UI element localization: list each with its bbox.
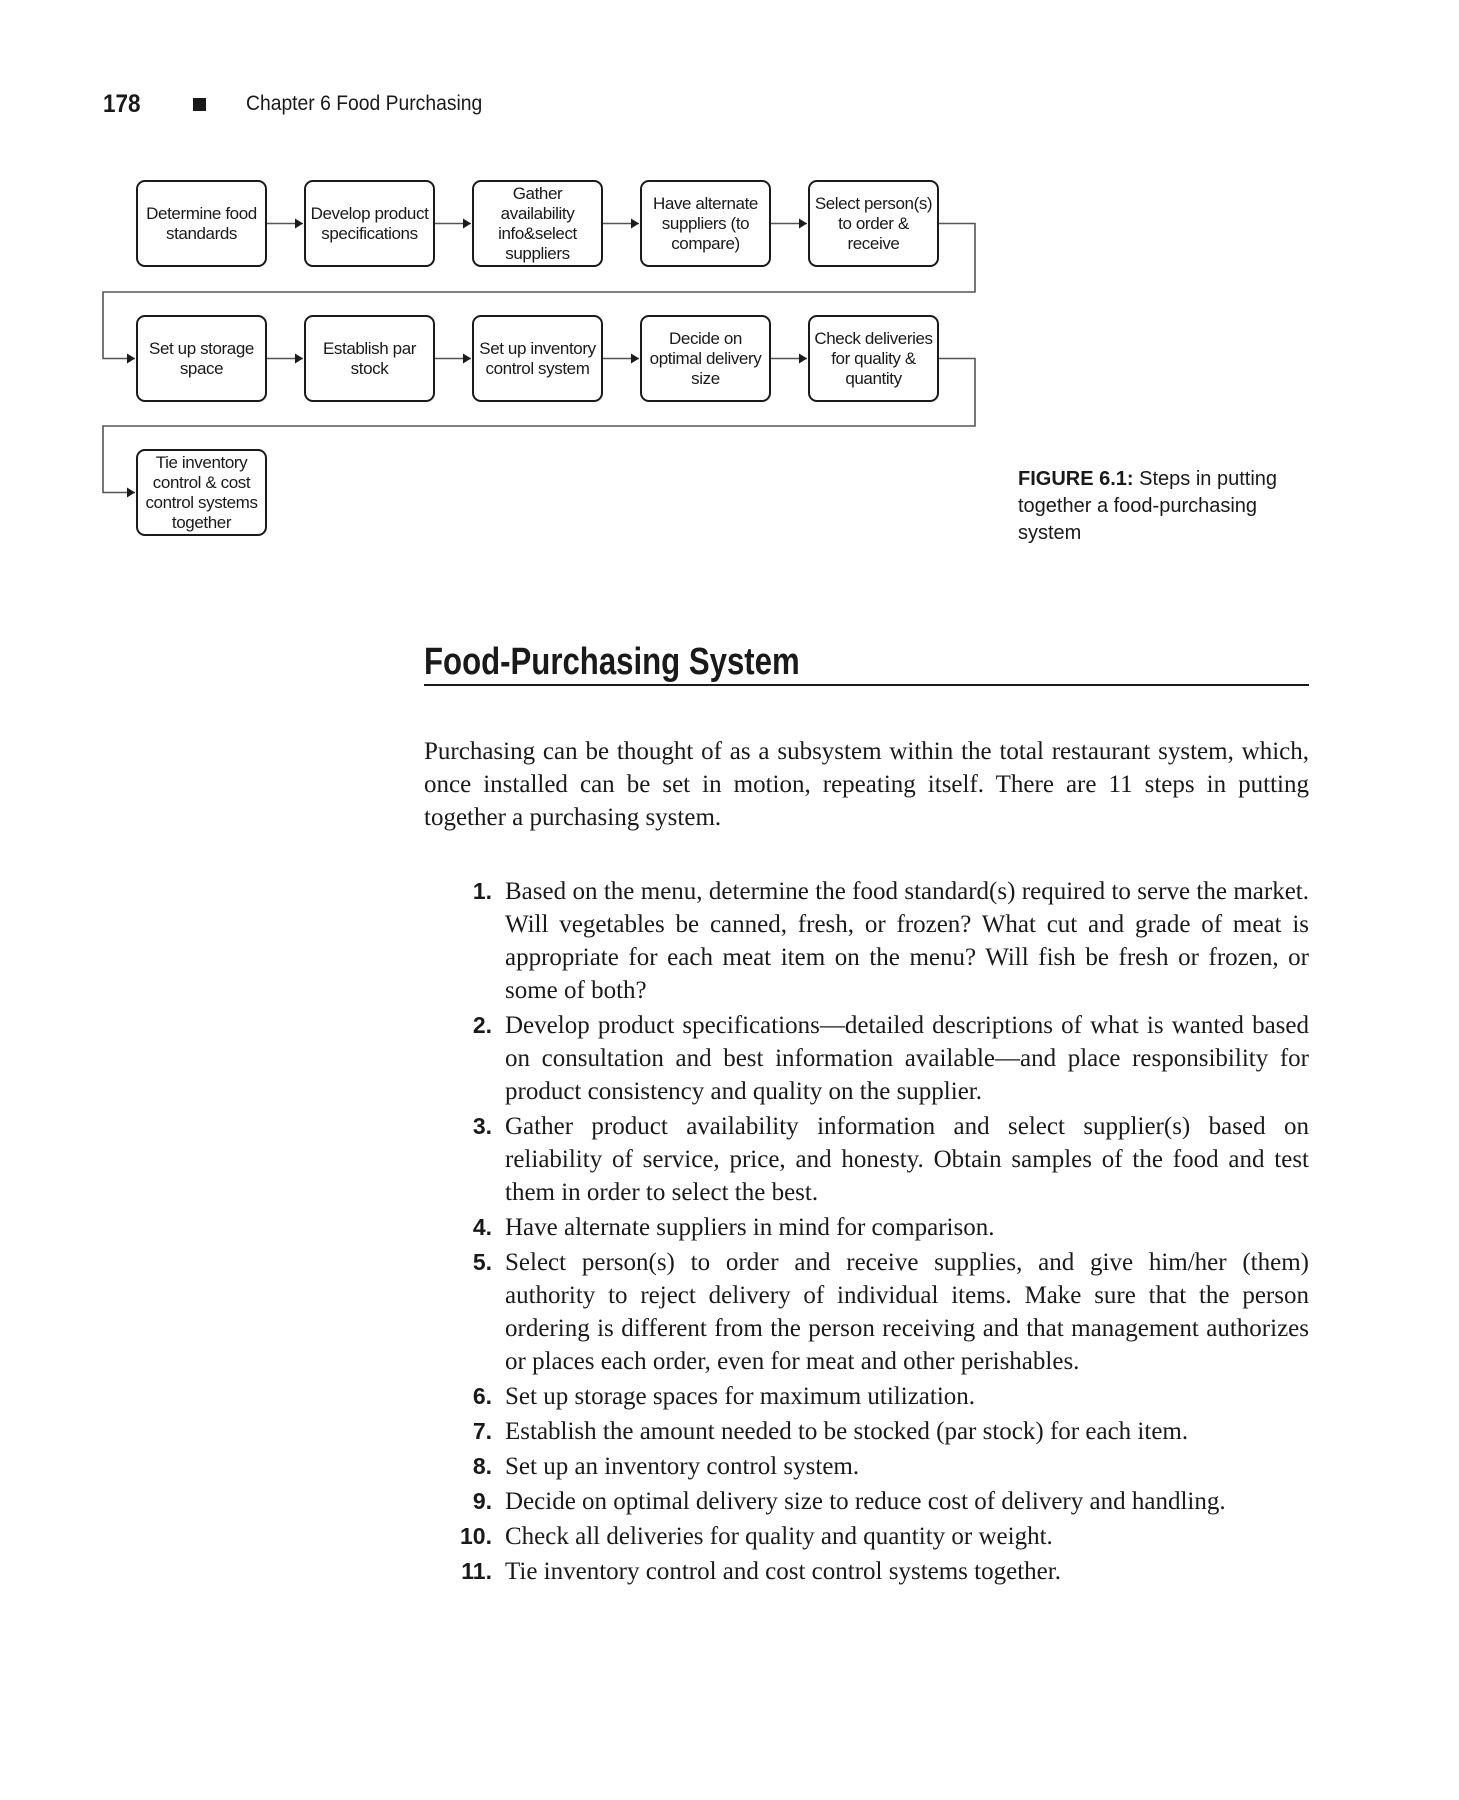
step-text: Establish the amount needed to be stocked (par stock) for each item. — [505, 1418, 1189, 1445]
step-number: 10. — [460, 1523, 492, 1549]
list-item — [424, 1450, 1309, 1483]
flow-step-8: Set up inventory control system — [472, 315, 603, 402]
step-number: 5. — [472, 1249, 492, 1275]
list-item — [424, 1211, 1309, 1244]
step-number: 11. — [461, 1558, 492, 1584]
step-number: 4. — [472, 1214, 492, 1240]
step-number: 9. — [472, 1488, 492, 1514]
page-number: 178 — [103, 90, 141, 118]
flow-step-7: Establish par stock — [304, 315, 435, 402]
figure-caption — [1018, 466, 1318, 547]
section-title: Food-Purchasing System — [424, 641, 800, 683]
list-item — [424, 1555, 1309, 1588]
step-number: 8. — [472, 1453, 492, 1479]
list-item — [424, 1485, 1309, 1518]
step-number: 7. — [472, 1418, 492, 1444]
step-text: Check all deliveries for quality and quantity or weight. — [505, 1523, 1053, 1550]
step-text: Set up storage spaces for maximum utilization. — [505, 1383, 976, 1410]
section-heading — [424, 640, 1309, 686]
caption-text: Steps in putting together a food-purchasing system — [1018, 468, 1278, 544]
caption-label: FIGURE 6.1: — [1018, 468, 1134, 490]
step-number: 1. — [472, 878, 492, 904]
step-text: Based on the menu, determine the food standard(s) required to serve the market. Will vegetables be canned, fresh, or frozen? What cut and grade of meat is appropriate for each meat item on the menu? Will fish be fresh or frozen, or some of both? — [505, 878, 1309, 1004]
step-text: Develop product specifications—detailed descriptions of what is wanted based on consultation and best information available—and place responsibility for product consistency and quality on the supplier. — [505, 1012, 1309, 1105]
flow-step-6: Set up storage space — [136, 315, 267, 402]
list-item — [424, 1415, 1309, 1448]
step-text: Select person(s) to order and receive supplies, and give him/her (them) authority to reject delivery of individual items. Make sure that the person ordering is different from the person receiving and that management authorizes or places each order, even for meat and other perishables. — [505, 1249, 1309, 1375]
step-number: 2. — [472, 1012, 492, 1038]
step-text: Decide on optimal delivery size to reduce cost of delivery and handling. — [505, 1488, 1226, 1515]
list-item — [424, 1520, 1309, 1553]
list-item — [424, 875, 1309, 1007]
steps-list — [424, 875, 1309, 1590]
flow-step-4: Have alternate suppliers (to compare) — [640, 180, 771, 267]
step-text: Set up an inventory control system. — [505, 1453, 860, 1480]
step-number: 3. — [472, 1113, 492, 1139]
flow-step-11: Tie inventory control & cost control systems together — [136, 449, 267, 536]
chapter-title: Chapter 6 Food Purchasing — [246, 92, 483, 115]
list-item — [424, 1246, 1309, 1378]
step-number: 6. — [472, 1383, 492, 1409]
step-text: Tie inventory control and cost control systems together. — [505, 1558, 1061, 1585]
list-item — [424, 1009, 1309, 1108]
list-item — [424, 1380, 1309, 1413]
flow-step-1: Determine food standards — [136, 180, 267, 267]
flow-step-10: Check deliveries for quality & quantity — [808, 315, 939, 402]
flow-step-3: Gather availability info&select suppliers — [472, 180, 603, 267]
list-item — [424, 1110, 1309, 1209]
flow-step-5: Select person(s) to order & receive — [808, 180, 939, 267]
step-text: Gather product availability information and select supplier(s) based on reliability of service, price, and honesty. Obtain samples of the food and test them in order to select the best. — [505, 1113, 1309, 1206]
flow-step-9: Decide on optimal delivery size — [640, 315, 771, 402]
intro-paragraph: Purchasing can be thought of as a subsystem within the total restaurant system, which, once installed can be set in motion, repeating itself. There are 11 steps in putting together a purchasing system. — [424, 738, 1309, 831]
flow-step-2: Develop product specifications — [304, 180, 435, 267]
step-text: Have alternate suppliers in mind for comparison. — [505, 1214, 995, 1241]
